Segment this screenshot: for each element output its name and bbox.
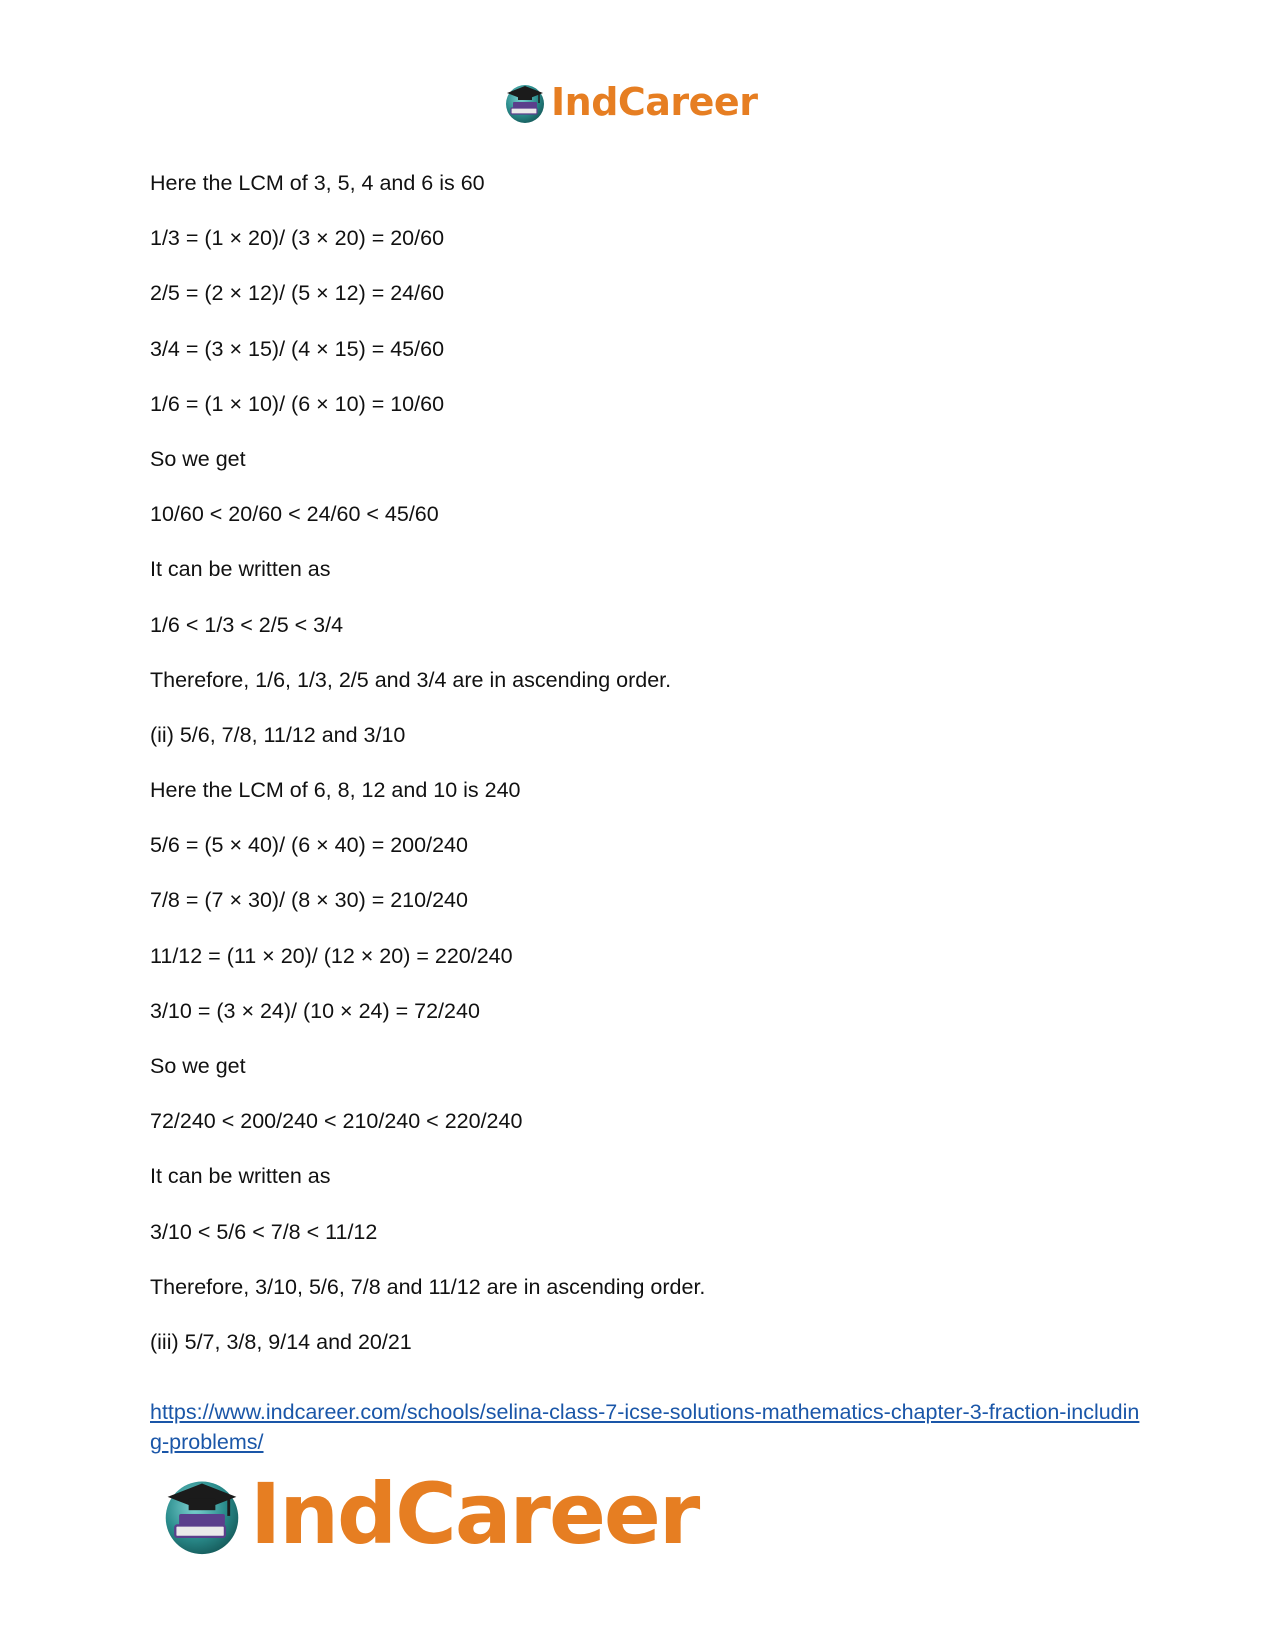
footer-logo <box>160 1465 699 1563</box>
source-link[interactable]: https://www.indcareer.com/schools/selina-class-7-icse-solutions-mathematics-chapter-3-fraction-including-problems/ <box>150 1400 1140 1454</box>
body-line: 10/60 < 20/60 < 24/60 < 45/60 <box>150 502 439 527</box>
body-line: 1/6 < 1/3 < 2/5 < 3/4 <box>150 612 344 637</box>
body-line: 72/240 < 200/240 < 210/240 < 220/240 <box>150 1109 523 1134</box>
body-line: So we get <box>150 1054 246 1078</box>
logo-text: IndCareer <box>250 1465 699 1563</box>
body-line: 5/6 = (5 × 40)/ (6 × 40) = 200/240 <box>150 833 468 858</box>
body-line: 3/4 = (3 × 15)/ (4 × 15) = 45/60 <box>150 336 445 361</box>
logo-text: IndCareer <box>551 80 758 124</box>
body-line: It can be written as <box>150 557 331 582</box>
body-line: Therefore, 3/10, 5/6, 7/8 and 11/12 are in ascending order. <box>150 1274 706 1299</box>
document-body <box>150 170 1140 1384</box>
body-line: Therefore, 1/6, 1/3, 2/5 and 3/4 are in ascending order. <box>150 667 672 692</box>
header-logo <box>503 80 757 124</box>
body-line: 1/6 = (1 × 10)/ (6 × 10) = 10/60 <box>150 391 445 416</box>
body-line: 3/10 < 5/6 < 7/8 < 11/12 <box>150 1219 378 1244</box>
body-line: (ii) 5/6, 7/8, 11/12 and 3/10 <box>150 722 406 747</box>
body-line: (iii) 5/7, 3/8, 9/14 and 20/21 <box>150 1329 412 1354</box>
body-line: 11/12 = (11 × 20)/ (12 × 20) = 220/240 <box>150 943 513 968</box>
body-line: 7/8 = (7 × 30)/ (8 × 30) = 210/240 <box>150 888 468 913</box>
body-line: 1/3 = (1 × 20)/ (3 × 20) = 20/60 <box>150 226 445 251</box>
body-line: 3/10 = (3 × 24)/ (10 × 24) = 72/240 <box>150 998 480 1023</box>
body-line: Here the LCM of 3, 5, 4 and 6 is 60 <box>150 171 485 195</box>
body-line: 2/5 = (2 × 12)/ (5 × 12) = 24/60 <box>150 281 445 306</box>
body-line: So we get <box>150 446 246 471</box>
body-line: It can be written as <box>150 1164 331 1189</box>
graduation-cap-books-globe-icon <box>503 80 547 124</box>
body-line: Here the LCM of 6, 8, 12 and 10 is 240 <box>150 778 521 803</box>
graduation-cap-books-globe-icon <box>160 1472 244 1556</box>
